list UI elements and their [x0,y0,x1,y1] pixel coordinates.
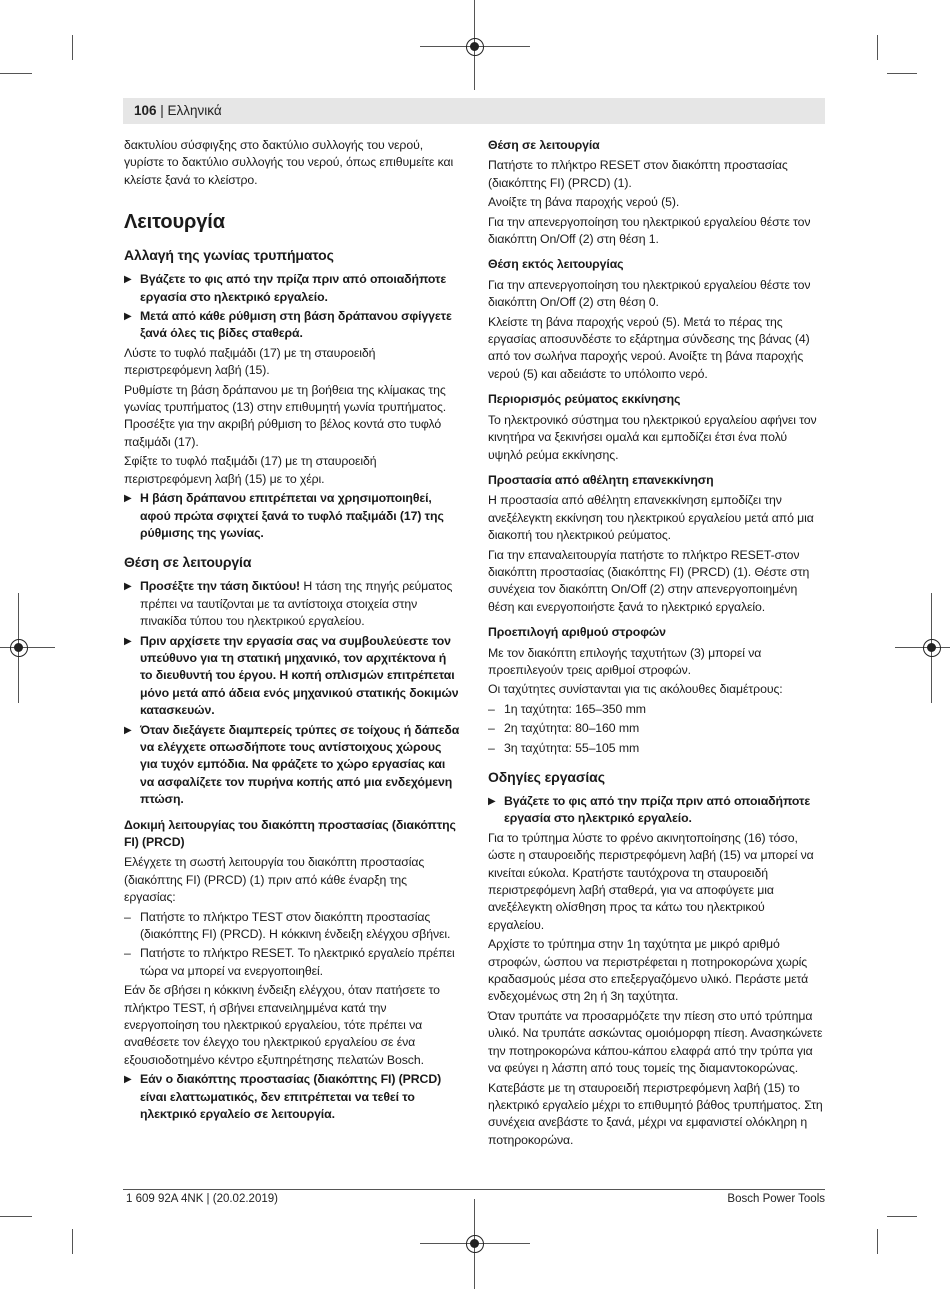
dash-item: – 3η ταχύτητα: 55–105 mm [488,740,824,757]
paragraph: Λύστε το τυφλό παξιμάδι (17) με τη σταυροειδή περιστρεφόμενη λαβή (15). [124,345,376,378]
warning-item: ▶ Εάν ο διακόπτης προστασίας (διακόπτης FI) (PRCD) είναι ελαττωματικός, δεν επιτρέπεται να τεθεί το ηλεκτρικό εργαλείο σε λειτουργία. [124,1071,460,1123]
crop-mark [0,1216,32,1217]
off-heading: Θέση εκτός λειτουργίας [488,257,624,272]
warning-item: ▶ Η βάση δράπανου επιτρέπεται να χρησιμοποιηθεί, αφού πρώτα σφιχτεί ξανά το τυφλό παξιμάδι (17) της ρύθμισης της γωνίας. [124,490,460,542]
paragraph: Αρχίστε το τρύπημα στην 1η ταχύτητα με μικρό αριθμό στροφών, ώσπου να περιστρέφεται η ποτηροκορώνα χωρίς κραδασμούς μέσα στο επεξεργαζόμενο υλικό. Περάστε μετά ενδεχομένως στη 2η ή 3η ταχύτητα. [488,937,809,1004]
fi-test-heading: Δοκιμή λειτουργίας του διακόπτη προστασίας (διακόπτης FI) (PRCD) [124,817,456,849]
crop-mark [877,1229,878,1254]
paragraph: Ελέγχετε τη σωστή λειτουργία του διακόπτη προστασίας (διακόπτης FI) (PRCD) (1) πριν από κάθε έναρξη της εργασίας: [124,855,425,905]
on-heading: Θέση σε λειτουργία [488,138,600,152]
right-column [488,137,824,1151]
warning-item: ▶ Μετά από κάθε ρύθμιση στη βάση δράπανου σφίγγετε ξανά όλες τις βίδες σταθερά. [124,308,460,343]
paragraph: Για την επαναλειτουργία πατήστε το πλήκτρο RESET-στον διακόπτη προστασίας (διακόπτης FI) (PRCD) (1). Θέστε στη συνέχεια τον διακόπτη On/Off (2) στην απενεργοποιημένη θέση και ενεργοποιήστε ξανά το ηλεκτρικό εργαλείο. [488,547,810,614]
intro-paragraph: δακτυλίου σύσφιγξης στο δακτύλιο συλλογής του νερού, γυρίστε το δακτύλιο συλλογής του νερού, όπως επιθυμείτε και κλείστε ξανά το κλείστρο. [124,138,454,187]
dash-item: – Πατήστε το πλήκτρο RESET. Το ηλεκτρικό εργαλείο πρέπει τώρα να μπορεί να ενεργοποιηθεί. [124,945,460,980]
left-column [124,137,460,1126]
paragraph: Εάν δε σβήσει η κόκκινη ένδειξη ελέγχου, όταν πατήσετε το πλήκτρο TEST, ή σβήνει επανειλημμένα κατά την ενεργοποίηση του ηλεκτρικού εργαλείου, τότε πρέπει να αναθέσετε τον έλεγχο του ηλεκτρικού εργαλείου σε ένα εξουσιοδοτημένο κέντρο εξυπηρέτησης πελατών Bosch. [124,983,440,1067]
paragraph: Για την απενεργοποίηση του ηλεκτρικού εργαλείου θέστε τον διακόπτη On/Off (2) στη θέση 1. [488,214,811,247]
paragraph: Ρυθμίστε τη βάση δράπανου με τη βοήθεια της κλίμακας της γωνίας τρυπήματος (13) στην επιθυμητή γωνία τρυπήματος. Προσέξτε για την ακριβή ρύθμιση το βέλος κοντά στο τυφλό παξιμάδι (17). [124,382,447,449]
warning-item: ▶ Βγάζετε το φις από την πρίζα πριν από οποιαδήποτε εργασία στο ηλεκτρικό εργαλείο. [124,271,460,306]
crop-mark [877,35,878,60]
restart-heading: Προστασία από αθέλητη επανεκκίνηση [488,472,714,487]
dash-item: – Πατήστε το πλήκτρο TEST στον διακόπτη προστασίας (διακόπτης FI) (PRCD). Η κόκκινη ένδειξη ελέγχου σβήνει. [124,909,460,944]
crop-mark [887,1216,917,1217]
paragraph: Πατήστε το πλήκτρο RESET στον διακόπτη προστασίας (διακόπτης FI) (PRCD) (1). [488,158,788,190]
page-header: 106 | Ελληνικά [134,103,222,118]
dash-item: – 2η ταχύτητα: 80–160 mm [488,720,824,737]
warning-bold: Προσέξτε την τάση δικτύου! [140,579,301,594]
page-number: 106 [134,103,157,118]
startup-heading: Θέση σε λειτουργία [124,554,252,571]
crop-mark [72,1229,73,1254]
paragraph: Με τον διακόπτη επιλογής ταχυτήτων (3) μπορεί να προεπιλεγούν τρεις αριθμοί στροφών. [488,645,762,677]
footer-doc-number: 1 609 92A 4NK | (20.02.2019) [126,1193,278,1205]
registration-mark-icon [10,639,28,657]
header-band [123,98,825,124]
footer-divider [123,1189,825,1190]
warning-item: ▶ Όταν διεξάγετε διαμπερείς τρύπες σε τοίχους ή δάπεδα να ελέγχετε οπωσδήποτε τους αντίστοιχους χώρους για τυχόν εμπόδια. Να φράζετε το χώρο εργασίας και να ασφαλίζετε τον πυρήνα κοπής από μια ενδεχόμενη πτώση. [124,722,460,809]
paragraph: Ανοίξτε τη βάνα παροχής νερού (5). [488,195,680,210]
warning-item [124,578,460,630]
crop-mark [0,73,32,74]
paragraph: Η προστασία από αθέλητη επανεκκίνηση εμποδίζει την ανεξέλεγκτη εκκίνηση του ηλεκτρικού εργαλείου μετά από μια διακοπή του ηλεκτρικού ρεύματος. [488,493,814,543]
footer-brand: Bosch Power Tools [727,1193,825,1205]
angle-heading: Αλλαγή της γωνίας τρυπήματος [124,247,334,264]
warning-text: Η τάση της πηγής ρεύματος πρέπει να ταυτίζονται με τα αντίστοιχα στοιχεία στην πινακίδα τύπου του ηλεκτρικού εργαλείου. [140,579,453,629]
paragraph: Κλείστε τη βάνα παροχής νερού (5). Μετά το πέρας της εργασίας αποσυνδέστε το εξάρτημα σύνδεσης της βάνας (4) από τον σωλήνα παροχής νερού. Ανοίξτε τη βάνα παροχής νερού (5) και αδειάστε το υπόλοιπο νερό. [488,314,810,381]
paragraph: Σφίξτε το τυφλό παξιμάδι (17) με τη σταυροειδή περιστρεφόμενη λαβή (15) με το χέρι. [124,454,377,486]
warning-item: ▶ Βγάζετε το φις από την πρίζα πριν από οποιαδήποτε εργασία στο ηλεκτρικό εργαλείο. [488,793,824,828]
paragraph: Κατεβάστε με τη σταυροειδή περιστρεφόμενη λαβή (15) το ηλεκτρικό εργαλείο μέχρι το επιθυμητό βάθος τρυπήματος. Στη συνέχεια ανεβάστε το ξανά, μέχρι να εμφανιστεί ολόκληρη η ποτηροκορώνα. [488,1080,823,1147]
page-language: Ελληνικά [167,103,222,118]
registration-mark-icon [923,639,941,657]
dash-item: – 1η ταχύτητα: 165–350 mm [488,701,824,718]
paragraph: Οι ταχύτητες συνίστανται για τις ακόλουθες διαμέτρους: [488,682,783,697]
crop-mark [887,73,917,74]
current-heading: Περιορισμός ρεύματος εκκίνησης [488,392,681,407]
section-title: Λειτουργία [124,211,225,234]
paragraph: Όταν τρυπάτε να προσαρμόζετε την πίεση στο υπό τρύπημα υλικό. Να τρυπάτε ασκώντας ομοιόμορφη πίεση. Ανασηκώνετε την ποτηροκορώνα κάπου-κάπου ελαφρά από την τρύπα για να φεύγει η λάσπη από τους τομείς της διαμαντοκορώνας. [488,1008,823,1076]
work-heading: Οδηγίες εργασίας [488,769,605,785]
paragraph: Για την απενεργοποίηση του ηλεκτρικού εργαλείου θέστε τον διακόπτη On/Off (2) στη θέση 0. [488,277,811,310]
speed-heading: Προεπιλογή αριθμού στροφών [488,625,666,640]
paragraph: Για το τρύπημα λύστε το φρένο ακινητοποίησης (16) τόσο, ώστε η σταυροειδής περιστρεφόμενη λαβή (15) να μπορεί να κινείται εύκολα. Κρατήστε ταυτόχρονα τη σταυροειδή περιστρεφόμενη λαβή σταθερά, για να αποφύγετε μια ανεξέλεγκτη ολίσθηση προς τα κάτω του ηλεκτρικού εργαλείου. [488,830,814,932]
warning-item: ▶ Πριν αρχίσετε την εργασία σας να συμβουλεύεστε τον υπεύθυνο για τη στατική μηχανικό, τον αρχιτέκτονα ή το διευθυντή του έργου. Η κοπή οπλισμών επιτρέπεται μόνο μετά από άδεια ενός μηχανικού στατικής δοκιμών κατασκευών. [124,633,460,720]
registration-mark-icon [466,1235,484,1253]
paragraph: Το ηλεκτρονικό σύστημα του ηλεκτρικού εργαλείου αφήνει τον κινητήρα να ξεκινήσει ομαλά και εμποδίζει έτσι ένα πολύ υψηλό ρεύμα εκκίνησης. [488,412,817,462]
crop-mark [72,35,73,60]
registration-mark-icon [466,38,484,56]
